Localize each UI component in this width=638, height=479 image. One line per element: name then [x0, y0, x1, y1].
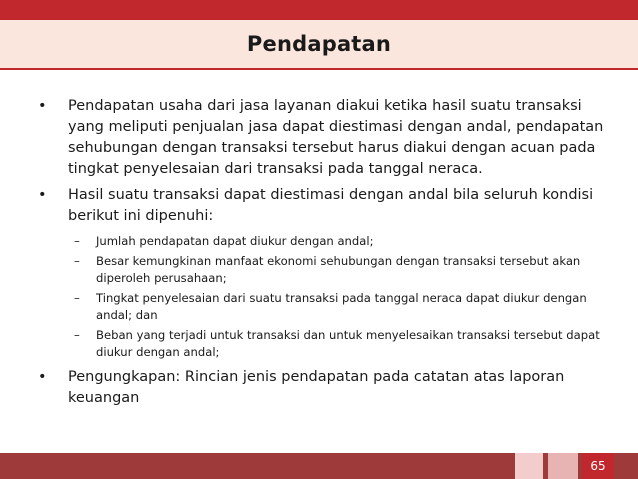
sub-item: [38, 233, 613, 250]
sub-item-text: Jumlah pendapatan dapat diukur dengan andal;: [96, 234, 374, 248]
sub-item: [38, 290, 613, 324]
sub-item-text: Beban yang terjadi untuk transaksi dan untuk menyelesaikan transaksi tersebut dapat diukur dengan andal;: [96, 328, 600, 359]
bullet-item: [38, 367, 613, 409]
bullet-text: Pendapatan usaha dari jasa layanan diakui ketika hasil suatu transaksi yang meliputi penjualan jasa dapat diestimasi dengan andal, pendapatan sehubungan dengan transaksi tersebut harus diakui dengan acuan pada tingkat penyelesaian dari transaksi pada tanggal neraca.: [68, 98, 604, 177]
bullet-item: [38, 185, 613, 227]
dash-icon: –: [74, 328, 80, 342]
page-number: 65: [590, 459, 606, 473]
sub-item-text: Besar kemungkinan manfaat ekonomi sehubungan dengan transaksi tersebut akan diperoleh perusahaan;: [96, 254, 581, 285]
bullet-text: Pengungkapan: Rincian jenis pendapatan pada catatan atas laporan keuangan: [68, 369, 565, 406]
slide-title: Pendapatan: [246, 32, 392, 56]
bullet-icon: •: [38, 369, 47, 385]
page-number-box: [582, 453, 614, 479]
footer-accent-block: [548, 453, 578, 479]
bullet-text: Hasil suatu transaksi dapat diestimasi dengan andal bila seluruh kondisi berikut ini dipenuhi:: [68, 187, 594, 224]
dash-icon: –: [74, 234, 80, 248]
slide-content: [38, 96, 613, 414]
sub-item-text: Tingkat penyelesaian dari suatu transaksi pada tanggal neraca dapat diukur dengan andal; dan: [96, 291, 587, 322]
top-accent-bar: [0, 0, 638, 20]
footer-accent-block: [515, 453, 543, 479]
sub-item: [38, 253, 613, 287]
dash-icon: –: [74, 254, 80, 268]
sub-item: [38, 327, 613, 361]
sub-list: [38, 233, 613, 361]
bullet-icon: •: [38, 98, 47, 114]
title-band: [0, 20, 638, 70]
dash-icon: –: [74, 291, 80, 305]
bullet-icon: •: [38, 187, 47, 203]
bullet-item: [38, 96, 613, 180]
